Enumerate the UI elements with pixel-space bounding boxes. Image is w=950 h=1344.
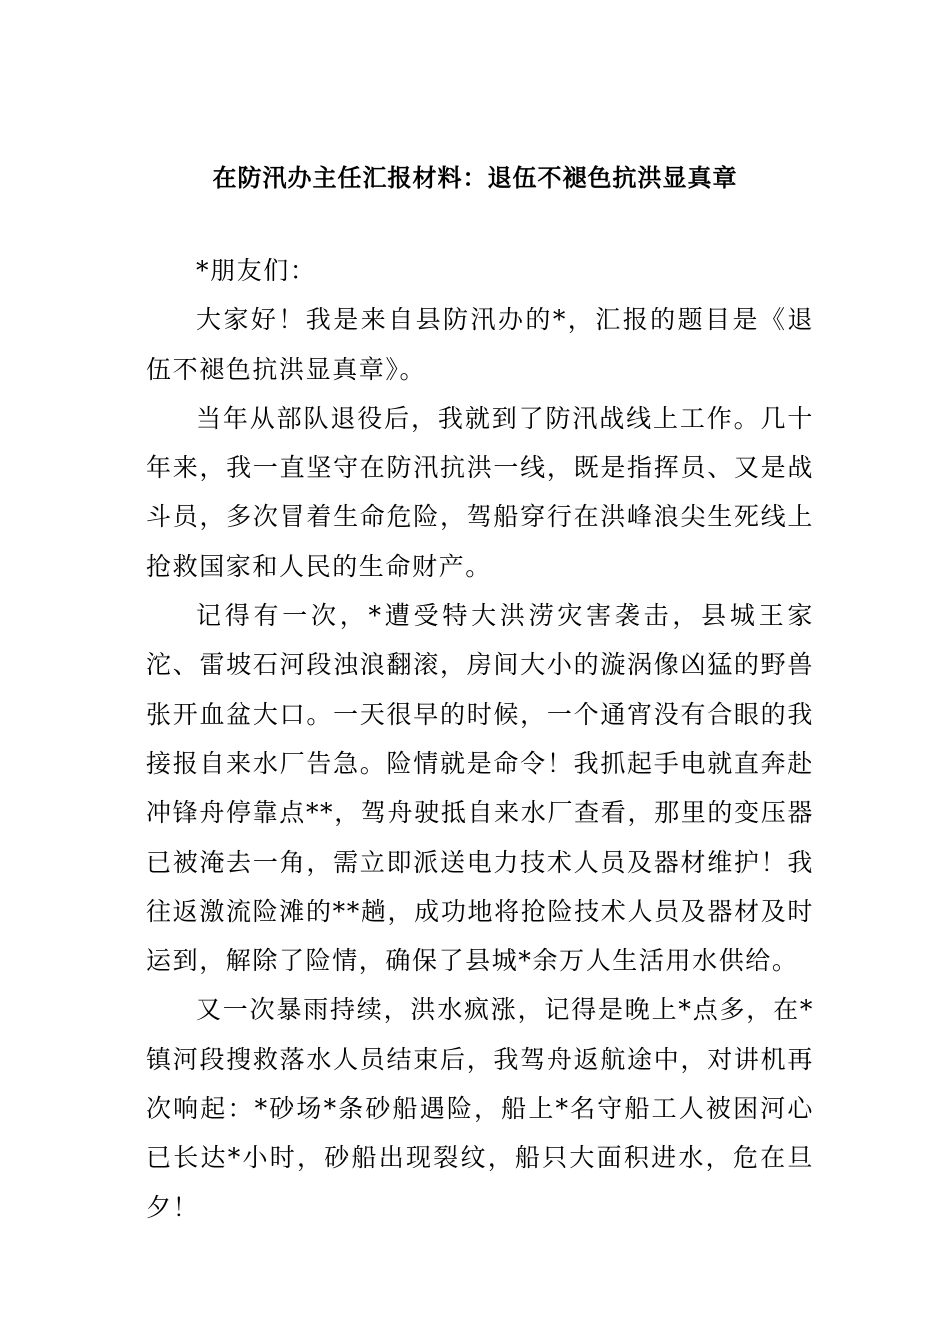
paragraph-sand-boat-rescue: 又一次暴雨持续，洪水疯涨，记得是晚上*点多，在*镇河段搜救落水人员结束后，我驾舟返航途中，对讲机再次响起：*砂场*条砂船遇险，船上*名守船工人被困河心已长达*小时，砂船出现裂纹，船只大面积进水，危在旦夕！ <box>146 995 814 1222</box>
document-title: 在防汛办主任汇报材料：退伍不褪色抗洪显真章 <box>212 163 738 192</box>
document-body <box>146 246 814 1232</box>
paragraph-career: 当年从部队退役后，我就到了防汛战线上工作。几十年来，我一直坚守在防汛抗洪一线，既是指挥员、又是战斗员，多次冒着生命危险，驾船穿行在洪峰浪尖生死线上抢救国家和人民的生命财产。 <box>146 403 814 581</box>
greeting-line: *朋友们： <box>196 256 317 285</box>
paragraph-water-plant-rescue: 记得有一次，*遭受特大洪涝灾害袭击，县城王家沱、雷坡石河段浊浪翻滚，房间大小的漩涡像凶猛的野兽张开血盆大口。一天很早的时候，一个通宵没有合眼的我接报自来水厂告急。险情就是命令！我抓起手电就直奔赴冲锋舟停靠点**，驾舟驶抵自来水厂查看，那里的变压器已被淹去一角，需立即派送电力技术人员及器材维护！我往返激流险滩的**趟，成功地将抢险技术人员及器材及时运到，解除了险情，确保了县城*余万人生活用水供给。 <box>146 601 814 976</box>
paragraph-intro: 大家好！我是来自县防汛办的*，汇报的题目是《退伍不褪色抗洪显真章》。 <box>146 305 814 384</box>
